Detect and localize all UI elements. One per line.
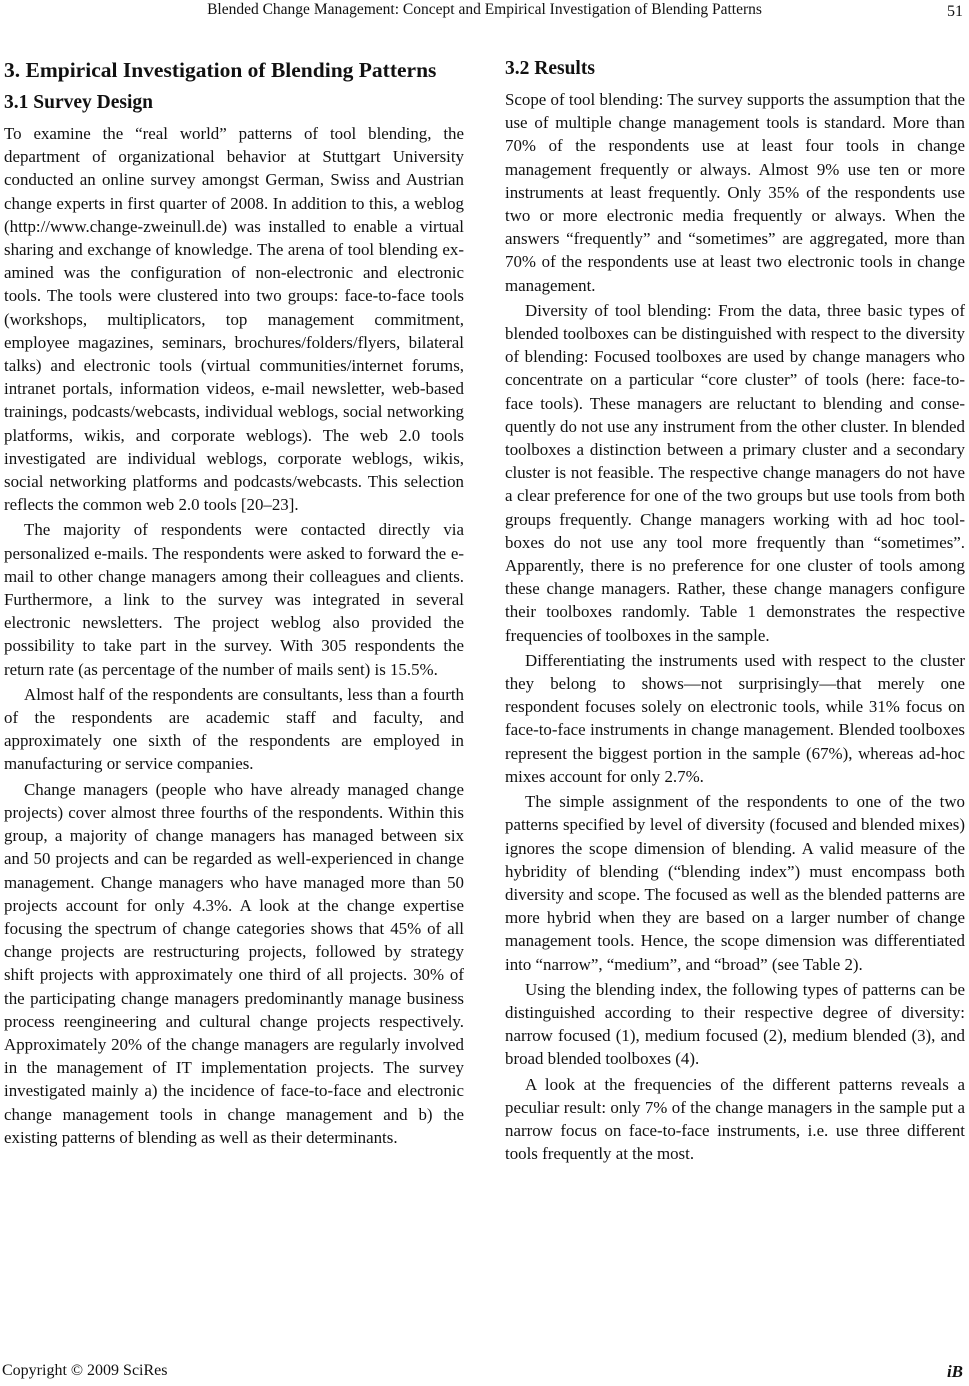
paragraph: The majority of respondents were contacted directly via personalized e-mails. The respondents were asked to forward the e-mail to other change managers among their colleagues and clients. Furthermore, a link to the survey was integrated in several electronic newsletters. The project weblog also provided the possibility to take part in the survey. With 305 respondents the return rate (as percentage of the number of mails sent) is 15.5%. [4,520,464,679]
running-header [0,0,969,24]
right-column [505,56,965,1165]
running-title: Blended Change Management: Concept and Empirical Investigation of Blending Patterns [207,1,762,18]
page-number: 51 [947,3,963,20]
left-column [4,56,464,1149]
journal-abbreviation: iB [946,1362,963,1381]
paragraph: Scope of tool blending: The survey supports the assumption that the use of multiple change management tools is standard. More than 70% of the respondents use at least four tools in change management frequently or always. Almost 9% use ten or more instruments at least frequently. Only 35% of the respondents use two or more electronic media frequently or always. When the answers “frequently” and “sometimes” are aggregated, more than 70% of the respondents use at least two electronic tools in change management. [505,90,965,295]
paragraph: To examine the “real world” patterns of tool blending, the department of organizational behavior at Stuttgart University conducted an online survey amongst German, Swiss and Austrian change experts in first quarter of 2008. In addition to this, a weblog (http://www.change-zweinull.de) was installed to enable a virtual sharing and exchange of knowledge. The arena of tool blending examined was the configuration of non-electronic and electronic tools. The tools were clustered into two groups: face-to-face tools (workshops, multiplicators, top management commitment, employee magazines, seminars, brochures/folders/flyers, bilateral talks) and electronic tools (virtual communities/internet forums, intranet portals, information videos, e-mail newsletter, web-based trainings, podcasts/webcasts, individual weblogs, social networking platforms, wikis, and corporate weblogs). The web 2.0 tools investigated are individual weblogs, corporate weblogs, wikis, social networking platforms and podcasts/webcasts. This selection reflects the common web 2.0 tools [20–23]. [4,124,464,515]
subsection-heading-survey-design: 3.1 Survey Design [4,92,153,113]
paragraph: Using the blending index, the following types of patterns can be distinguished according to their respective degree of diversity: narrow focused (1), medium focused (2), medium blended (3), and broad blended toolboxes (4). [505,979,965,1069]
paragraph: Diversity of tool blending: From the data, three basic types of blended toolboxes can be distinguished with respect to the diversity of blending: Focused toolboxes are used by change managers who concentrate on a particular “core cluster” of tools (here: face-to-face tools). These managers are reluctant to blending and consequently do not use any instrument from the other cluster. In blended toolboxes a distinction between a primary cluster and a secondary cluster is not feasible. The respective change managers do not have a clear preference for one of the two groups but use tools from both groups frequently. Change managers working with ad hoc toolboxes do not use any tool more frequently than “sometimes”. Apparently, there is no preference for one cluster of tools among these change managers. Rather, these change managers configure their toolboxes randomly. Table 1 demonstrates the respective frequencies of toolboxes in the sample. [505,300,965,645]
section-heading: 3. Empirical Investigation of Blending Patterns [4,58,437,82]
paragraph: Change managers (people who have already managed change projects) cover almost three fourths of the respondents. Within this group, a majority of change managers has managed between six and 50 projects and can be regarded as well-experienced in change management. Change managers who have managed more than 50 projects account for only 4.3%. A look at the change expertise focusing the spectrum of change categories shows that 45% of all change projects are restructuring projects, followed by strategy shift projects with approximately one third of all projects. 30% of the participating change managers predominantly manage business process reengineering and cultural change projects respectively. Approximately 20% of the change managers are regularly involved in the management of IT implementation projects. The survey investigated mainly a) the incidence of face-to-face and electronic change management tools in change management and b) the existing patterns of blending as well as their determinants. [4,779,464,1147]
paragraph: Almost half of the respondents are consultants, less than a fourth of the respondents are academic staff and faculty, and approximately one sixth of the respondents are employed in manufacturing or service companies. [4,684,464,774]
copyright-notice: Copyright © 2009 SciRes [2,1362,168,1379]
page-footer [0,1362,969,1384]
paragraph: The simple assignment of the respondents to one of the two patterns specified by level of diversity (focused and blended mixes) ignores the scope dimension of blending. A valid measure of the hybridity of blending (“blending index”) must encompass both diversity and scope. The focused as well as the blended patterns are more hybrid when they are based on a larger number of change management tools. Hence, the scope dimension was differentiated into “narrow”, “medium”, and “broad” (see Table 2). [505,792,965,974]
paragraph: A look at the frequencies of the different patterns reveals a peculiar result: only 7% of the change managers in the sample put a narrow focus on face-to-face instruments, i.e. use three different tools frequently at the most. [505,1074,965,1164]
paragraph: Differentiating the instruments used with respect to the cluster they belong to shows—not surprisingly—that merely one respondent focuses solely on electronic tools, while 31% focus on face-to-face instruments in change management. Blended toolboxes represent the biggest portion in the sample (67%), whereas ad-hoc mixes account for only 2.7%. [505,650,965,786]
subsection-heading-results: 3.2 Results [505,58,595,79]
